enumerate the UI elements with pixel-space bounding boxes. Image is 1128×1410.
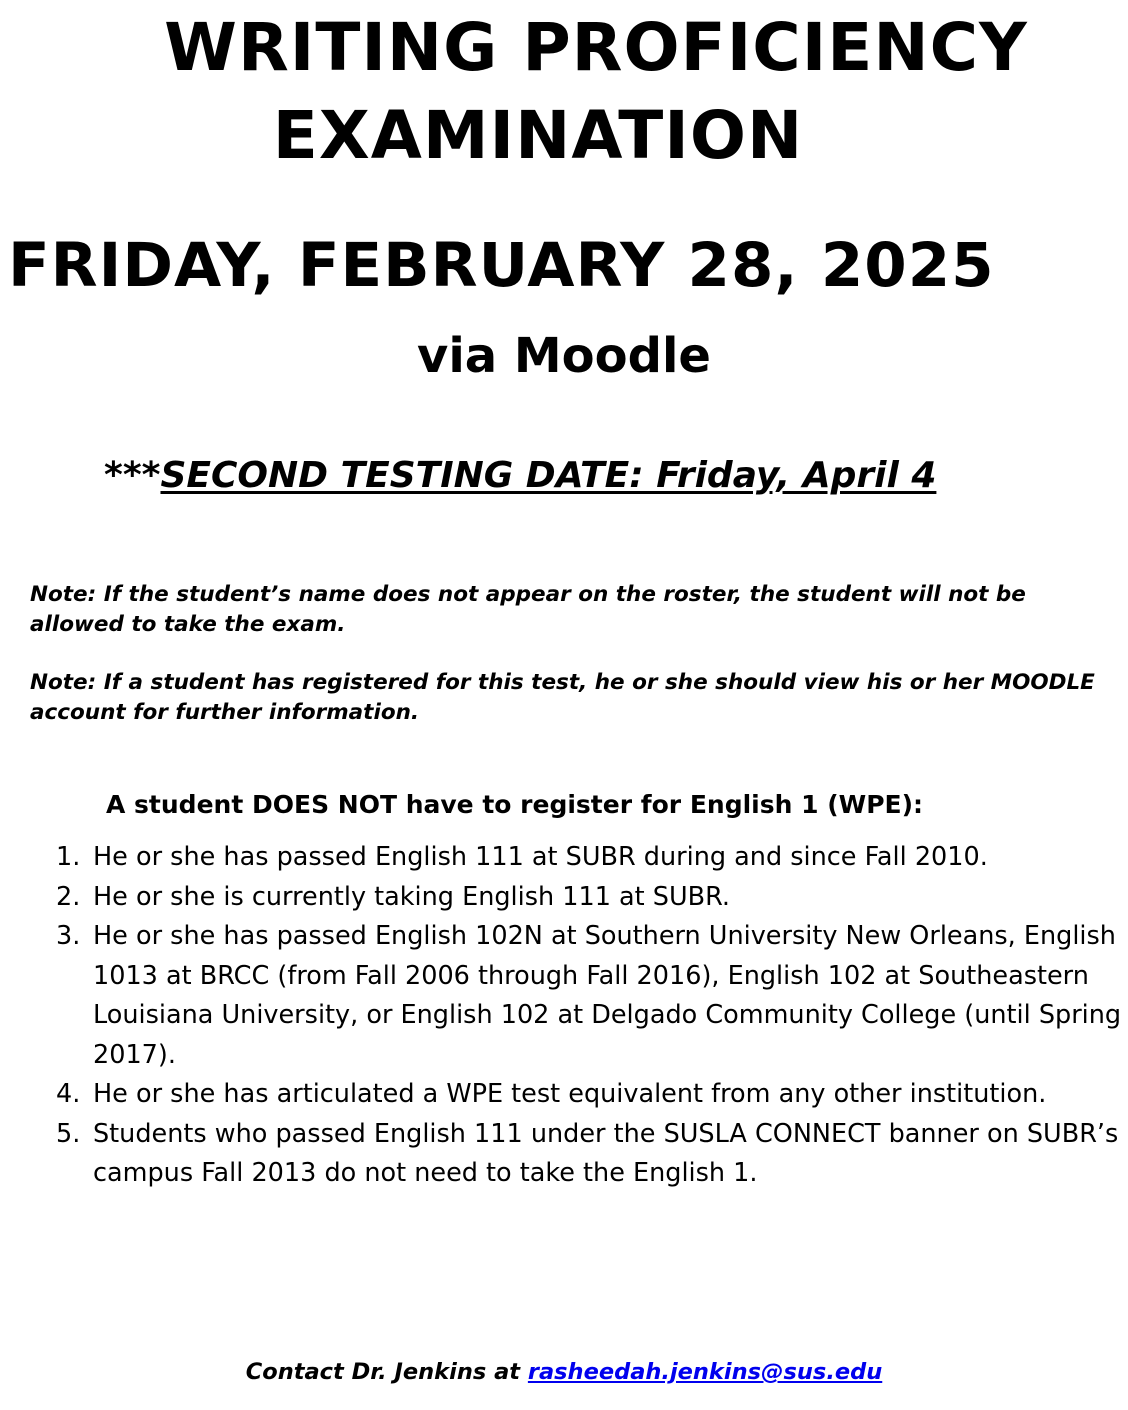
roster-note: Note: If the student’s name does not appear on the roster, the student will not be allowed to take the exam. bbox=[30, 582, 1026, 637]
item-text: Students who passed English 111 under the SUSLA CONNECT banner on SUBR’s campus Fall 2013 do not need to take the English 1. bbox=[93, 1118, 1119, 1188]
contact-label: Contact Dr. Jenkins at bbox=[245, 1359, 528, 1385]
title-line-2: EXAMINATION bbox=[272, 97, 804, 174]
exam-date: FRIDAY, FEBRUARY 28, 2025 bbox=[8, 230, 995, 301]
list-item bbox=[0, 838, 1128, 878]
item-number: 1. bbox=[56, 842, 81, 872]
item-text: He or she has passed English 102N at Southern University New Orleans, English 1013 at BRCC (from Fall 2006 through Fall 2016), English 102 at Southeastern Louisiana University, or English 102 at Delgado Community College (until Spring 2017). bbox=[93, 921, 1122, 1070]
exemptions-list bbox=[0, 838, 1128, 1194]
list-item bbox=[0, 1115, 1128, 1194]
exemptions-heading: A student DOES NOT have to register for English 1 (WPE): bbox=[106, 790, 924, 819]
contact-line bbox=[0, 1356, 1128, 1388]
email-link[interactable]: rasheedah.jenkins@sus.edu bbox=[527, 1359, 883, 1385]
item-number: 3. bbox=[56, 921, 81, 951]
exam-platform: via Moodle bbox=[417, 328, 711, 384]
item-text: He or she has passed English 111 at SUBR during and since Fall 2010. bbox=[93, 842, 988, 872]
list-item bbox=[0, 878, 1128, 918]
asterisks: *** bbox=[104, 455, 161, 496]
item-number: 5. bbox=[56, 1118, 81, 1149]
item-number: 2. bbox=[56, 881, 81, 912]
item-text: He or she has articulated a WPE test equivalent from any other institution. bbox=[93, 1079, 1047, 1109]
second-testing-date-text: SECOND TESTING DATE: Friday, April 4 bbox=[160, 455, 937, 496]
item-number: 4. bbox=[56, 1079, 81, 1109]
list-item bbox=[0, 1075, 1128, 1115]
list-item bbox=[0, 917, 1128, 1075]
moodle-note: Note: If a student has registered for this test, he or she should view his or her MOODLE account for further information. bbox=[30, 670, 1095, 725]
item-text: He or she is currently taking English 111 at SUBR. bbox=[93, 881, 731, 912]
title-line-1: WRITING PROFICIENCY bbox=[164, 9, 1028, 86]
second-testing-date bbox=[104, 452, 936, 500]
